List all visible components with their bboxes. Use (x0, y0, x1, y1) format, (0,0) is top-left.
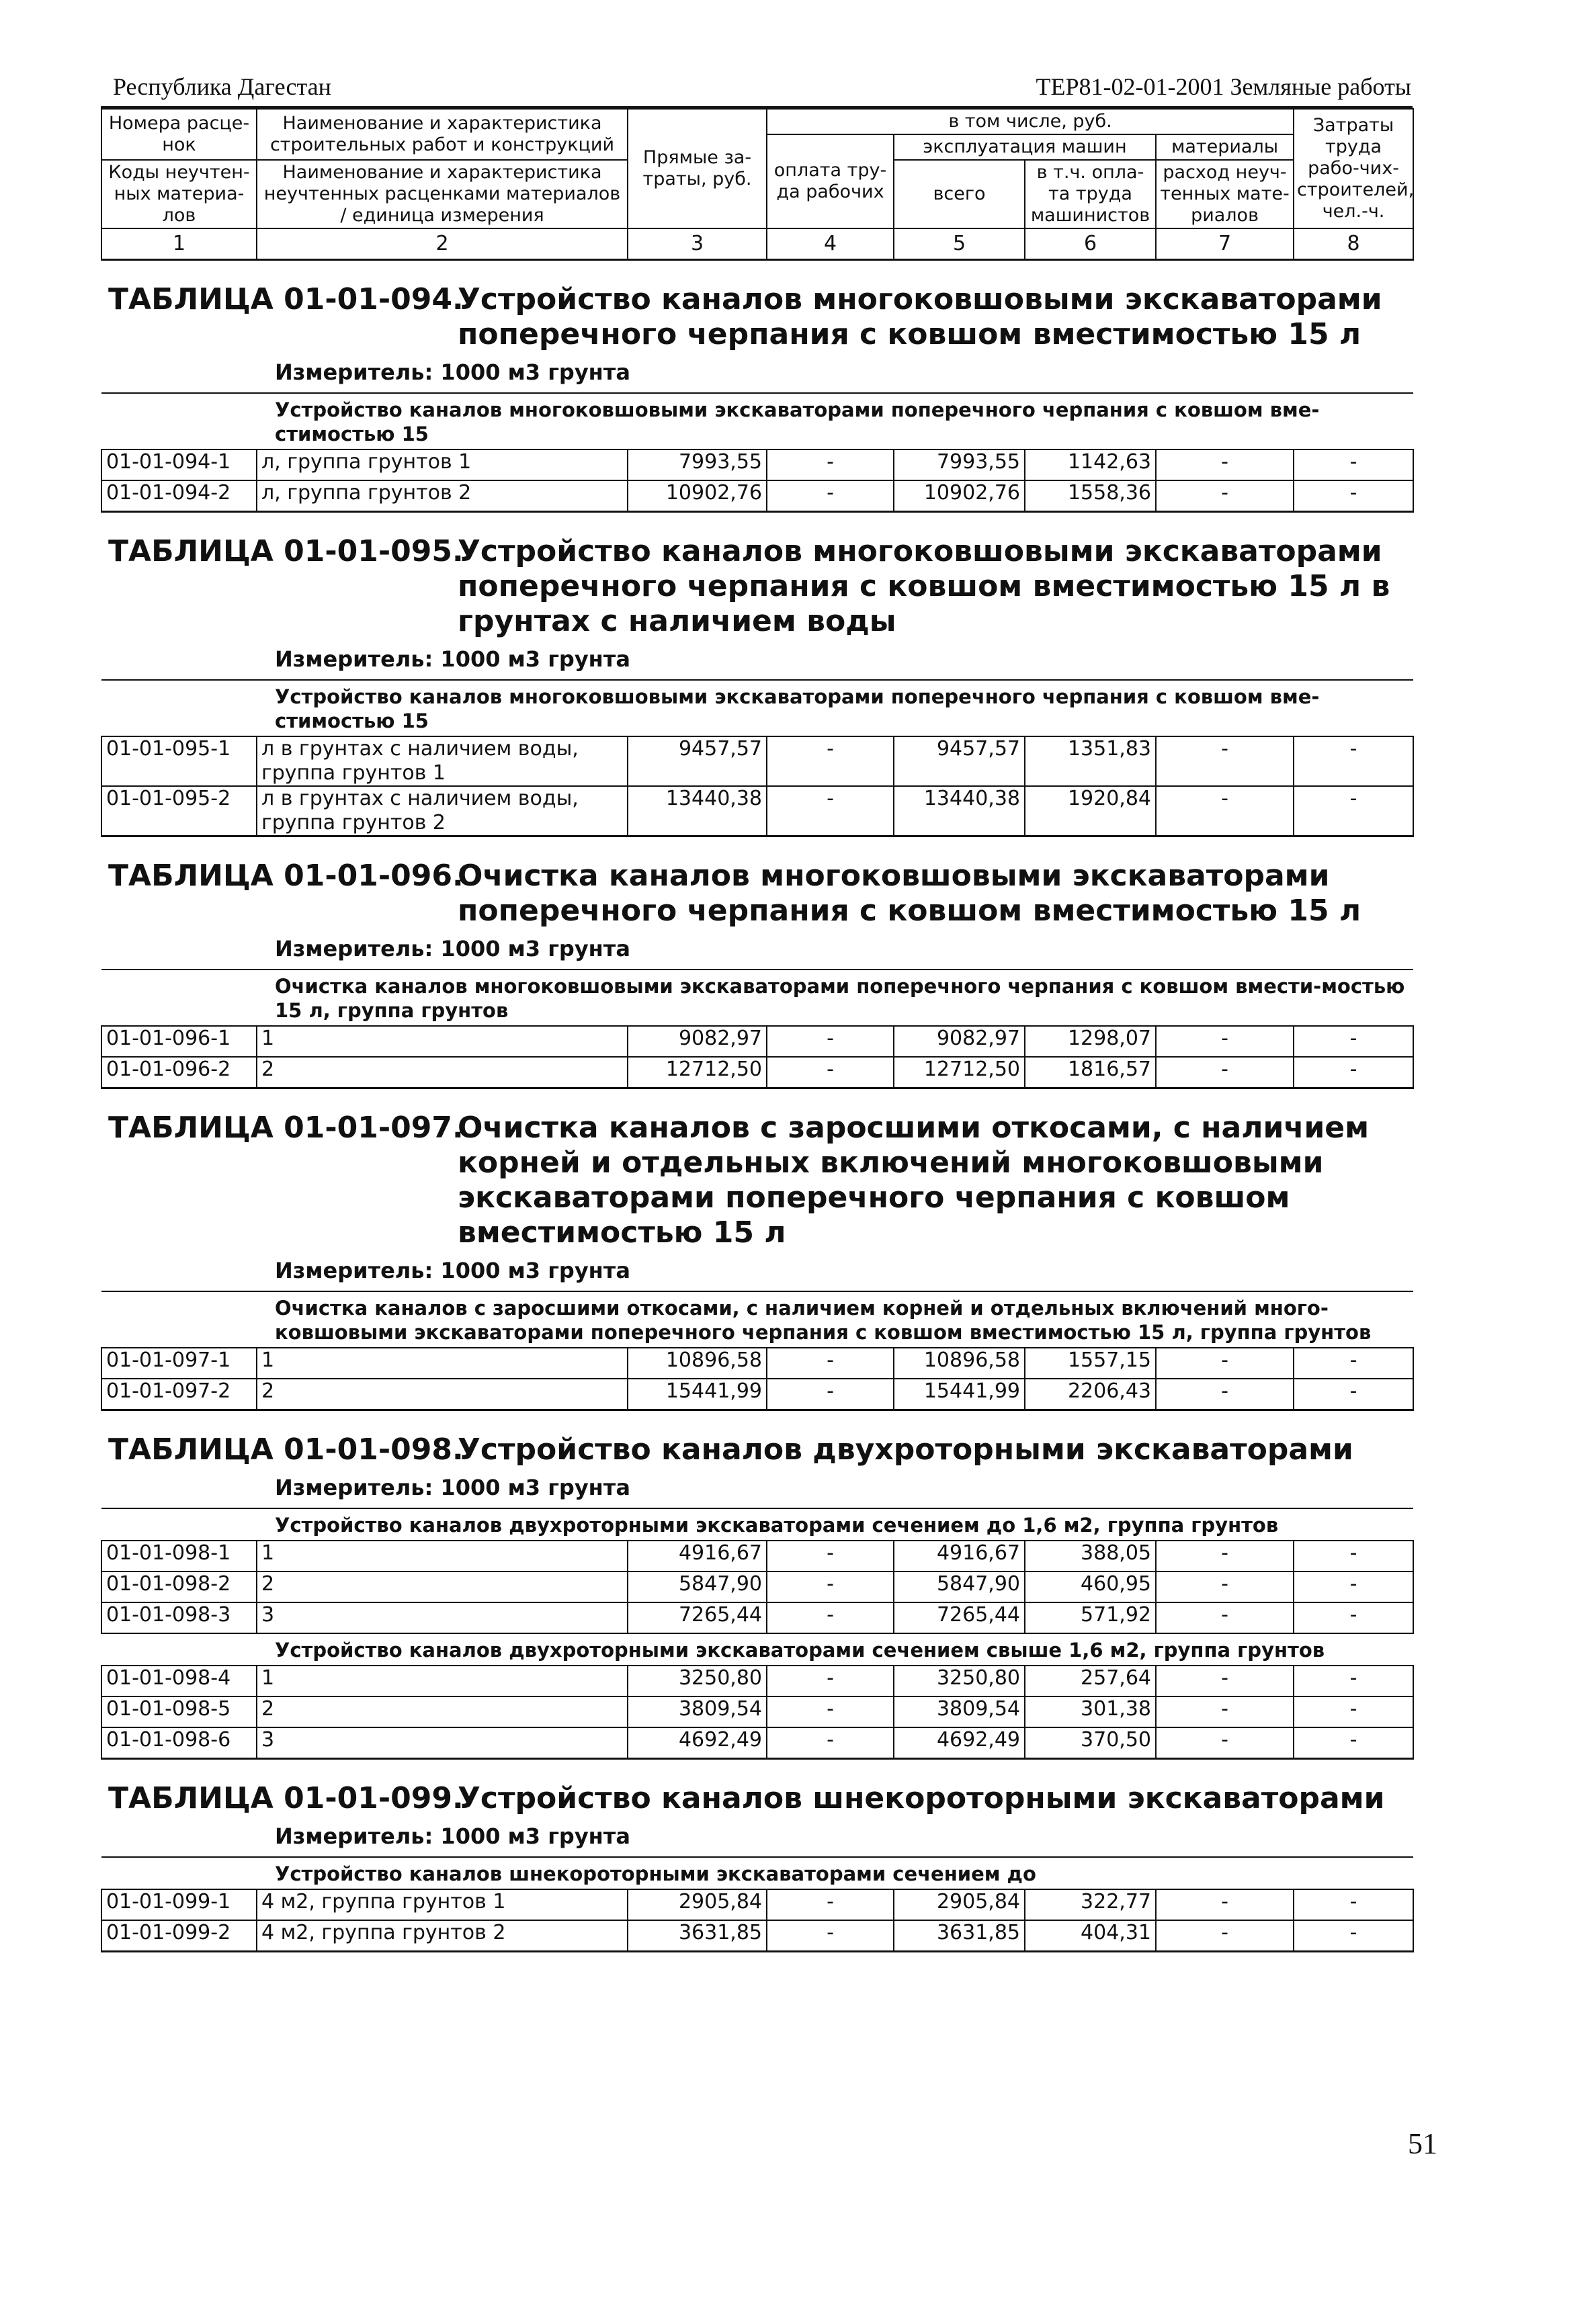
table-title (108, 534, 1413, 639)
cell-labor: - (767, 1572, 894, 1602)
cell-mach-labor: 257,64 (1025, 1666, 1156, 1696)
table-title-row (101, 1759, 1413, 1823)
col-number: 7 (1156, 228, 1294, 260)
cell-labor: - (767, 1541, 894, 1572)
col-number: 6 (1025, 228, 1156, 260)
cell-code: 01-01-095-2 (101, 786, 257, 836)
cell-labor: - (767, 480, 894, 512)
cell-mat: - (1156, 1666, 1294, 1696)
table-row (101, 1348, 1413, 1379)
measure-row (101, 646, 1413, 680)
table-label: ТАБЛИЦА 01-01-097. (108, 1111, 464, 1145)
measure-row (101, 359, 1413, 393)
rates-table (101, 108, 1414, 1952)
cell-hours: - (1294, 1666, 1413, 1696)
cell-hours: - (1294, 736, 1413, 786)
cell-hours: - (1294, 1920, 1413, 1952)
cell-mach: 10896,58 (894, 1348, 1025, 1379)
cell-mach-labor: 1920,84 (1025, 786, 1156, 836)
cell-mach: 10902,76 (894, 480, 1025, 512)
table-row (101, 786, 1413, 836)
col-header-incl-group: в том числе, руб. (767, 109, 1294, 134)
cell-name: л в грунтах с наличием воды, группа грунтов 1 (257, 736, 628, 786)
cell-mach-labor: 1558,36 (1025, 480, 1156, 512)
table-row (101, 1541, 1413, 1572)
table-title-cell (101, 1759, 1413, 1823)
cell-mach: 12712,50 (894, 1057, 1025, 1088)
measure-cell (101, 646, 1413, 680)
cell-hours: - (1294, 1889, 1413, 1920)
cell-mach: 4692,49 (894, 1727, 1025, 1759)
table-label: ТАБЛИЦА 01-01-099. (108, 1781, 464, 1815)
cell-mach-labor: 301,38 (1025, 1696, 1156, 1727)
col-header-code-top: Номера расце-нок (101, 109, 257, 160)
table-row (101, 1727, 1413, 1759)
cell-labor: - (767, 1920, 894, 1952)
measure-cell (101, 1823, 1413, 1857)
table-title (108, 1111, 1413, 1250)
cell-mach: 7265,44 (894, 1602, 1025, 1633)
table-label: ТАБЛИЦА 01-01-094. (108, 282, 464, 316)
cell-direct: 9082,97 (628, 1026, 767, 1057)
cell-mat: - (1156, 480, 1294, 512)
cell-name: л, группа грунтов 2 (257, 480, 628, 512)
cell-direct: 2905,84 (628, 1889, 767, 1920)
cell-hours: - (1294, 480, 1413, 512)
header-standard: ТЕР81-02-01-2001 Земляные работы (1036, 73, 1411, 100)
cell-mat: - (1156, 1541, 1294, 1572)
group-header-row (101, 680, 1413, 736)
col-number: 4 (767, 228, 894, 260)
group-header-row (101, 1291, 1413, 1348)
col-header-labor: оплата тру-да рабочих (767, 134, 894, 228)
cell-name: л, группа грунтов 1 (257, 449, 628, 480)
col-header-materials: расход неуч-тенных мате-риалов (1156, 160, 1294, 228)
table-row (101, 1666, 1413, 1696)
cell-mach-labor: 1816,57 (1025, 1057, 1156, 1088)
group-header: Устройство каналов двухроторными экскаваторами сечением до 1,6 м2, группа грунтов (101, 1508, 1413, 1541)
cell-name: л в грунтах с наличием воды, группа грунтов 2 (257, 786, 628, 836)
cell-direct: 3631,85 (628, 1920, 767, 1952)
cell-mach: 9082,97 (894, 1026, 1025, 1057)
col-number: 5 (894, 228, 1025, 260)
measure-cell (101, 359, 1413, 393)
cell-code: 01-01-098-3 (101, 1602, 257, 1633)
cell-hours: - (1294, 1026, 1413, 1057)
cell-mach-labor: 388,05 (1025, 1541, 1156, 1572)
cell-code: 01-01-096-1 (101, 1026, 257, 1057)
cell-hours: - (1294, 1348, 1413, 1379)
table-row (101, 449, 1413, 480)
cell-code: 01-01-097-1 (101, 1348, 257, 1379)
col-number: 3 (628, 228, 767, 260)
measure-cell (101, 935, 1413, 970)
col-header-name-bottom: Наименование и характеристика неучтенных расценками материалов / единица измерения (257, 160, 628, 228)
col-header-labor-hours: Затраты труда рабо-чих-строителей, чел.-ч. (1294, 109, 1413, 228)
col-number: 1 (101, 228, 257, 260)
cell-hours: - (1294, 1057, 1413, 1088)
table-title-row (101, 1410, 1413, 1475)
table-title-cell (101, 1088, 1413, 1258)
table-title-cell (101, 260, 1413, 359)
cell-code: 01-01-094-2 (101, 480, 257, 512)
cell-name: 2 (257, 1696, 628, 1727)
table-title (108, 859, 1413, 929)
cell-direct: 5847,90 (628, 1572, 767, 1602)
group-header: Устройство каналов шнекороторными экскаваторами сечением до (101, 1857, 1413, 1889)
table-row (101, 1057, 1413, 1088)
cell-labor: - (767, 1696, 894, 1727)
cell-mach: 15441,99 (894, 1379, 1025, 1410)
table-title-cell (101, 1410, 1413, 1475)
cell-code: 01-01-096-2 (101, 1057, 257, 1088)
cell-name: 3 (257, 1727, 628, 1759)
table-name: Устройство каналов шнекороторными экскаваторами (458, 1781, 1385, 1815)
cell-mach: 4916,67 (894, 1541, 1025, 1572)
table-row (101, 1602, 1413, 1633)
measure-unit: Измеритель: 1000 м3 грунта (275, 936, 630, 961)
cell-mat: - (1156, 1696, 1294, 1727)
table-label: ТАБЛИЦА 01-01-096. (108, 859, 464, 893)
measure-unit: Измеритель: 1000 м3 грунта (275, 646, 630, 672)
cell-mat: - (1156, 1379, 1294, 1410)
table-label: ТАБЛИЦА 01-01-095. (108, 534, 464, 568)
cell-mat: - (1156, 736, 1294, 786)
cell-mach: 2905,84 (894, 1889, 1025, 1920)
cell-mach: 5847,90 (894, 1572, 1025, 1602)
col-header-materials-group: материалы (1156, 134, 1294, 160)
cell-hours: - (1294, 1541, 1413, 1572)
table-title-row (101, 512, 1413, 646)
cell-mat: - (1156, 449, 1294, 480)
cell-mach-labor: 460,95 (1025, 1572, 1156, 1602)
table-title-cell (101, 512, 1413, 646)
cell-direct: 10902,76 (628, 480, 767, 512)
table-title-cell (101, 836, 1413, 936)
cell-name: 1 (257, 1026, 628, 1057)
cell-mat: - (1156, 1602, 1294, 1633)
cell-direct: 4916,67 (628, 1541, 767, 1572)
table-row (101, 480, 1413, 512)
cell-labor: - (767, 1057, 894, 1088)
group-header-row (101, 393, 1413, 449)
measure-unit: Измеритель: 1000 м3 грунта (275, 1475, 630, 1500)
cell-labor: - (767, 1666, 894, 1696)
cell-code: 01-01-099-2 (101, 1920, 257, 1952)
group-header: Очистка каналов с заросшими откосами, с наличием корней и отдельных включений много-ковшовыми экскаваторами поперечного черпания с ковшом вместимостью 15 л, группа грунтов (101, 1291, 1413, 1348)
cell-mat: - (1156, 1057, 1294, 1088)
cell-hours: - (1294, 1727, 1413, 1759)
cell-code: 01-01-098-1 (101, 1541, 257, 1572)
table-title-row (101, 1088, 1413, 1258)
cell-labor: - (767, 1379, 894, 1410)
table-name: Очистка каналов с заросшими откосами, с наличием корней и отдельных включений многоковшовыми экскаваторами поперечного черпания с ковшом вместимостью 15 л (458, 1111, 1370, 1250)
cell-mach-labor: 1351,83 (1025, 736, 1156, 786)
cell-direct: 15441,99 (628, 1379, 767, 1410)
cell-mach-labor: 1142,63 (1025, 449, 1156, 480)
cell-mach-labor: 1298,07 (1025, 1026, 1156, 1057)
running-header (101, 73, 1413, 106)
table-row (101, 736, 1413, 786)
measure-row (101, 1474, 1413, 1508)
cell-labor: - (767, 1727, 894, 1759)
table-title (108, 1432, 1413, 1467)
measure-cell (101, 1257, 1413, 1291)
cell-labor: - (767, 1348, 894, 1379)
measure-unit: Измеритель: 1000 м3 грунта (275, 1258, 630, 1283)
cell-name: 1 (257, 1541, 628, 1572)
table-row (101, 1696, 1413, 1727)
cell-hours: - (1294, 1572, 1413, 1602)
measure-cell (101, 1474, 1413, 1508)
cell-name: 4 м2, группа грунтов 2 (257, 1920, 628, 1952)
cell-name: 1 (257, 1348, 628, 1379)
cell-hours: - (1294, 1696, 1413, 1727)
group-header: Устройство каналов многоковшовыми экскаваторами поперечного черпания с ковшом вме-стимостью 15 (101, 680, 1413, 736)
group-header: Очистка каналов многоковшовыми экскаваторами поперечного черпания с ковшом вмести-мостью 15 л, группа грунтов (101, 970, 1413, 1026)
cell-code: 01-01-094-1 (101, 449, 257, 480)
cell-code: 01-01-098-5 (101, 1696, 257, 1727)
cell-labor: - (767, 1889, 894, 1920)
cell-direct: 13440,38 (628, 786, 767, 836)
table-title (108, 1781, 1413, 1816)
group-header: Устройство каналов многоковшовыми экскаваторами поперечного черпания с ковшом вме-стимостью 15 (101, 393, 1413, 449)
cell-mach-labor: 571,92 (1025, 1602, 1156, 1633)
group-header-row (101, 970, 1413, 1026)
cell-mat: - (1156, 786, 1294, 836)
cell-mat: - (1156, 1572, 1294, 1602)
measure-unit: Измеритель: 1000 м3 грунта (275, 1823, 630, 1849)
group-header-row (101, 1508, 1413, 1541)
cell-mach: 3631,85 (894, 1920, 1025, 1952)
cell-labor: - (767, 1602, 894, 1633)
page-number: 51 (1408, 2127, 1437, 2160)
table-title-row (101, 260, 1413, 359)
cell-direct: 12712,50 (628, 1057, 767, 1088)
cell-direct: 3809,54 (628, 1696, 767, 1727)
table-name: Очистка каналов многоковшовыми экскаваторами поперечного черпания с ковшом вместимостью 15 л (458, 859, 1361, 928)
table-row (101, 1920, 1413, 1952)
table-title-row (101, 836, 1413, 936)
table-name: Устройство каналов многоковшовыми экскаваторами поперечного черпания с ковшом вместимостью 15 л (458, 282, 1382, 351)
cell-mat: - (1156, 1727, 1294, 1759)
group-header: Устройство каналов двухроторными экскаваторами сечением свыше 1,6 м2, группа грунтов (101, 1633, 1413, 1666)
cell-direct: 9457,57 (628, 736, 767, 786)
cell-labor: - (767, 449, 894, 480)
cell-hours: - (1294, 1602, 1413, 1633)
cell-code: 01-01-098-2 (101, 1572, 257, 1602)
cell-mach-labor: 404,31 (1025, 1920, 1156, 1952)
cell-direct: 3250,80 (628, 1666, 767, 1696)
group-header-row (101, 1633, 1413, 1666)
header-region: Республика Дагестан (113, 73, 331, 100)
table-row (101, 1379, 1413, 1410)
measure-row (101, 1823, 1413, 1857)
cell-mach: 7993,55 (894, 449, 1025, 480)
document-page (101, 73, 1413, 1952)
measure-row (101, 935, 1413, 970)
cell-name: 3 (257, 1602, 628, 1633)
cell-mach-labor: 2206,43 (1025, 1379, 1156, 1410)
cell-mach-labor: 370,50 (1025, 1727, 1156, 1759)
group-header-row (101, 1857, 1413, 1889)
cell-direct: 7993,55 (628, 449, 767, 480)
cell-code: 01-01-095-1 (101, 736, 257, 786)
measure-row (101, 1257, 1413, 1291)
cell-name: 1 (257, 1666, 628, 1696)
col-header-machines-group: эксплуатация машин (894, 134, 1156, 160)
cell-code: 01-01-098-4 (101, 1666, 257, 1696)
col-header-direct: Прямые за-траты, руб. (628, 109, 767, 228)
cell-mach-labor: 1557,15 (1025, 1348, 1156, 1379)
cell-mach: 9457,57 (894, 736, 1025, 786)
table-title (108, 282, 1413, 352)
cell-mat: - (1156, 1889, 1294, 1920)
cell-mach-labor: 322,77 (1025, 1889, 1156, 1920)
cell-labor: - (767, 786, 894, 836)
table-row (101, 1572, 1413, 1602)
cell-mat: - (1156, 1026, 1294, 1057)
cell-labor: - (767, 736, 894, 786)
col-number: 2 (257, 228, 628, 260)
cell-name: 2 (257, 1379, 628, 1410)
cell-mat: - (1156, 1348, 1294, 1379)
cell-mach: 3250,80 (894, 1666, 1025, 1696)
col-header-machines-total: всего (894, 160, 1025, 228)
cell-hours: - (1294, 786, 1413, 836)
cell-name: 2 (257, 1057, 628, 1088)
cell-mach: 13440,38 (894, 786, 1025, 836)
table-row (101, 1889, 1413, 1920)
cell-code: 01-01-099-1 (101, 1889, 257, 1920)
col-header-code-bottom: Коды неучтен-ных материа-лов (101, 160, 257, 228)
cell-direct: 4692,49 (628, 1727, 767, 1759)
cell-direct: 10896,58 (628, 1348, 767, 1379)
table-name: Устройство каналов двухроторными экскаваторами (458, 1432, 1353, 1467)
table-name: Устройство каналов многоковшовыми экскаваторами поперечного черпания с ковшом вместимостью 15 л в грунтах с наличием воды (458, 534, 1390, 638)
cell-hours: - (1294, 1379, 1413, 1410)
cell-labor: - (767, 1026, 894, 1057)
cell-mat: - (1156, 1920, 1294, 1952)
cell-name: 2 (257, 1572, 628, 1602)
table-row (101, 1026, 1413, 1057)
cell-mach: 3809,54 (894, 1696, 1025, 1727)
cell-code: 01-01-097-2 (101, 1379, 257, 1410)
cell-hours: - (1294, 449, 1413, 480)
table-label: ТАБЛИЦА 01-01-098. (108, 1432, 464, 1467)
measure-unit: Измеритель: 1000 м3 грунта (275, 359, 630, 385)
col-header-name-top: Наименование и характеристика строительных работ и конструкций (257, 109, 628, 160)
col-header-machinist-pay: в т.ч. опла-та труда машинистов (1025, 160, 1156, 228)
cell-direct: 7265,44 (628, 1602, 767, 1633)
cell-code: 01-01-098-6 (101, 1727, 257, 1759)
col-number: 8 (1294, 228, 1413, 260)
cell-name: 4 м2, группа грунтов 1 (257, 1889, 628, 1920)
